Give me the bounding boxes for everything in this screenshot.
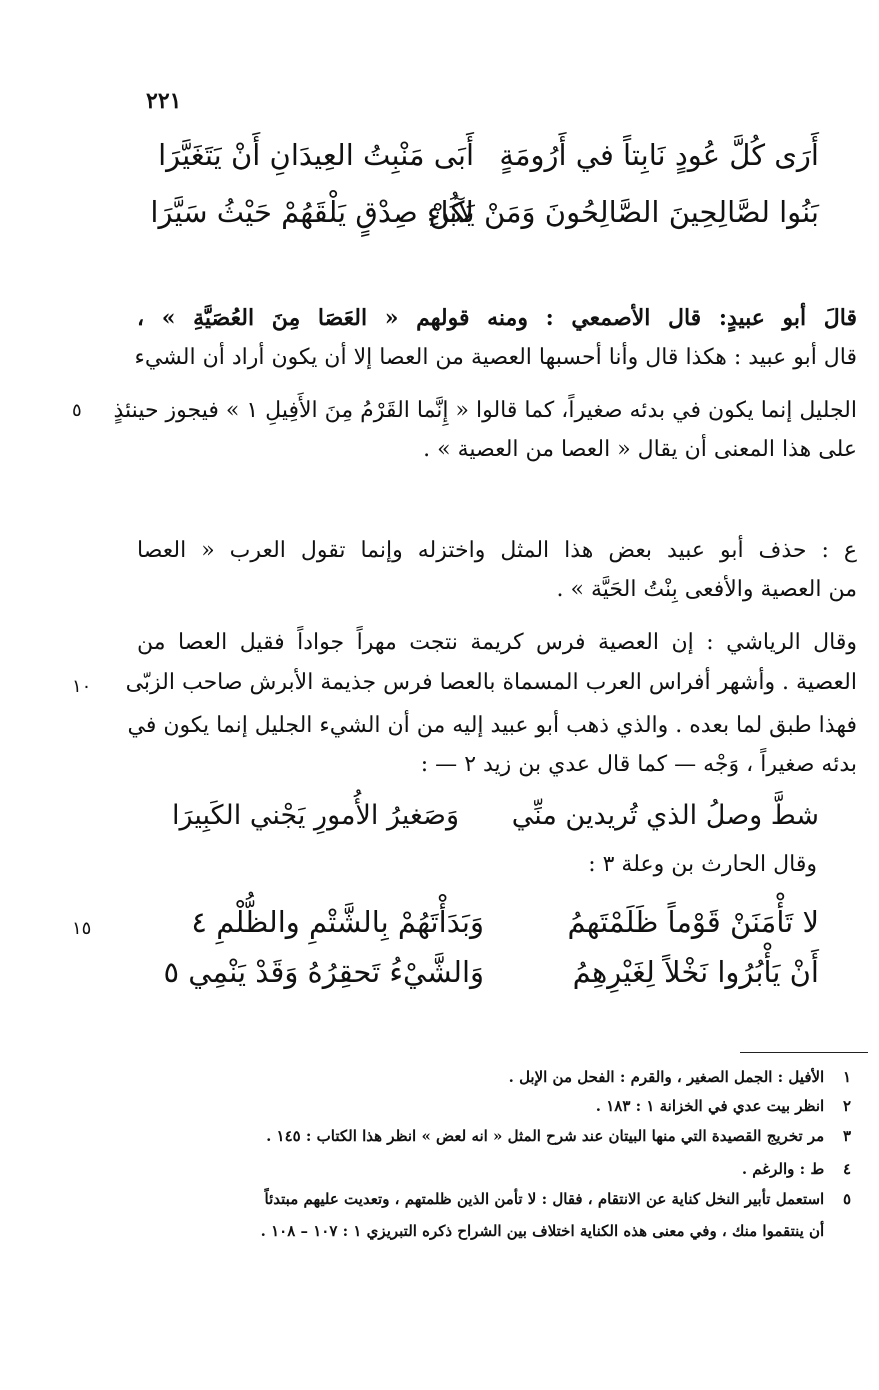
footnote-5 [265, 1190, 851, 1208]
footnote-text: أن ينتقموا منك ، وفي معنى هذه الكناية اختلاف بين الشراح ذكره التبريزي ١ : ١٠٧ – ١٠٨ . [260, 1222, 825, 1240]
footnote-number: ٣ [842, 1127, 851, 1145]
poem3-line1-right: لا تَأْمَنَنْ قَوْماً ظَلَمْتَهمُ [567, 905, 819, 939]
footnote-text: ط : والرغم . [741, 1160, 825, 1178]
para1-line-1: قالَ أبو عبيدٍ: قال الأصمعي : ومنه قولهم « العَصَا مِنَ العُصَيَّةِ » ، [137, 305, 857, 331]
poem3-line2-right: أَنْ يَأْبُرُوا نَخْلاً لِغَيْرِهِمُ [572, 955, 819, 989]
poem1-line1-right: أَرَى كُلَّ عُودٍ نَابِتاً في أَرُومَةٍ [499, 138, 819, 172]
para2-line-1: ع : حذف أبو عبيد بعض هذا المثل واختزله وإنما تقول العرب « العصا [137, 538, 857, 563]
page-number: ٢٢١ [146, 88, 182, 114]
footnote-text: مر تخريج القصيدة التي منها البيتان عند شرح المثل « انه لعض » انظر هذا الكتاب : ١٤٥ . [266, 1127, 825, 1145]
para2-line-2: من العصية والأفعى بِنْتُ الحَيَّة » . [556, 577, 857, 602]
intro3: وقال الحارث بن وعلة ٣ : [588, 852, 817, 877]
footnote-text: الأفيل : الجمل الصغير ، والقرم : الفحل من الإبل . [508, 1068, 825, 1086]
para1-line-2: قال أبو عبيد : هكذا قال وأنا أحسبها العصية من العصا إلا أن يكون أراد أن الشيء [134, 345, 857, 370]
footnote-number: ٥ [842, 1190, 851, 1208]
footnote-number: ٤ [842, 1160, 851, 1178]
para3-line-4: بدئه صغيراً ، وَجْه — كما قال عدي بن زيد ٢ — : [420, 752, 857, 777]
poem1-line2-left: لآبَاءِ صِدْقٍ يَلْقَهُمْ حَيْثُ سَيَّرَا [150, 195, 474, 229]
poem2-right: شطَّ وصلُ الذي تُريدين منِّي [511, 800, 819, 831]
poem3-line2-left: وَالشَّيْءُ تَحقِرُهُ وَقَدْ يَنْمِي ٥ [163, 955, 484, 989]
para1-line-4: على هذا المعنى أن يقال « العصا من العصية » . [423, 437, 857, 462]
line-marker-15: ١٥ [72, 918, 92, 939]
poem2-left: وَصَغيرُ الأُمورِ يَجْني الكَبِيرَا [171, 800, 459, 831]
footnote-1 [509, 1068, 851, 1086]
line-marker-10: ١٠ [72, 676, 92, 697]
footnote-4 [742, 1160, 851, 1178]
poem1-line2-right: بَنُوا لصَّالِحِينَ الصَّالِحُونَ وَمَنْ يَكُنْ [428, 195, 819, 229]
para3-line-3: فهذا طبق لما بعده . والذي ذهب أبو عبيد إليه من أن الشيء الجليل إنما يكون في [127, 713, 857, 738]
footnote-2 [596, 1097, 851, 1115]
para3-line-2: العصية . وأشهر أفراس العرب المسماة بالعصا فرس جذيمة الأبرش صاحب الزبّى [125, 670, 857, 695]
footnote-number: ٢ [842, 1097, 851, 1115]
footnote-rule [740, 1052, 868, 1053]
para1-line-3: الجليل إنما يكون في بدئه صغيراً، كما قالوا « إِنَّما القَرْمُ مِنَ الأَفِيلِ ١ » فيجوز حينئذٍ [113, 398, 857, 423]
footnote-3 [266, 1127, 851, 1145]
footnote-text: انظر بيت عدي في الخزانة ١ : ١٨٣ . [595, 1097, 825, 1115]
line-marker-5: ٥ [72, 400, 82, 421]
para3-line-1: وقال الرياشي : إن العصية فرس كريمة نتجت مهراً جواداً فقيل العصا من [137, 630, 857, 655]
poem1-line1-left: أَبَى مَنْبِتُ العِيدَانِ أَنْ يَتَغَيَّرَا [158, 138, 474, 172]
footnote-text: استعمل تأبير النخل كناية عن الانتقام ، فقال : لا تأمن الذين ظلمتهم ، وتعديت عليهم مبتدئاً [264, 1190, 825, 1208]
footnote-5-cont [261, 1222, 851, 1240]
footnote-number: ١ [842, 1068, 851, 1086]
poem3-line1-left: وَبَدَأْتَهُمْ بِالشَّتْمِ والظُّلْمِ ٤ [191, 905, 484, 939]
